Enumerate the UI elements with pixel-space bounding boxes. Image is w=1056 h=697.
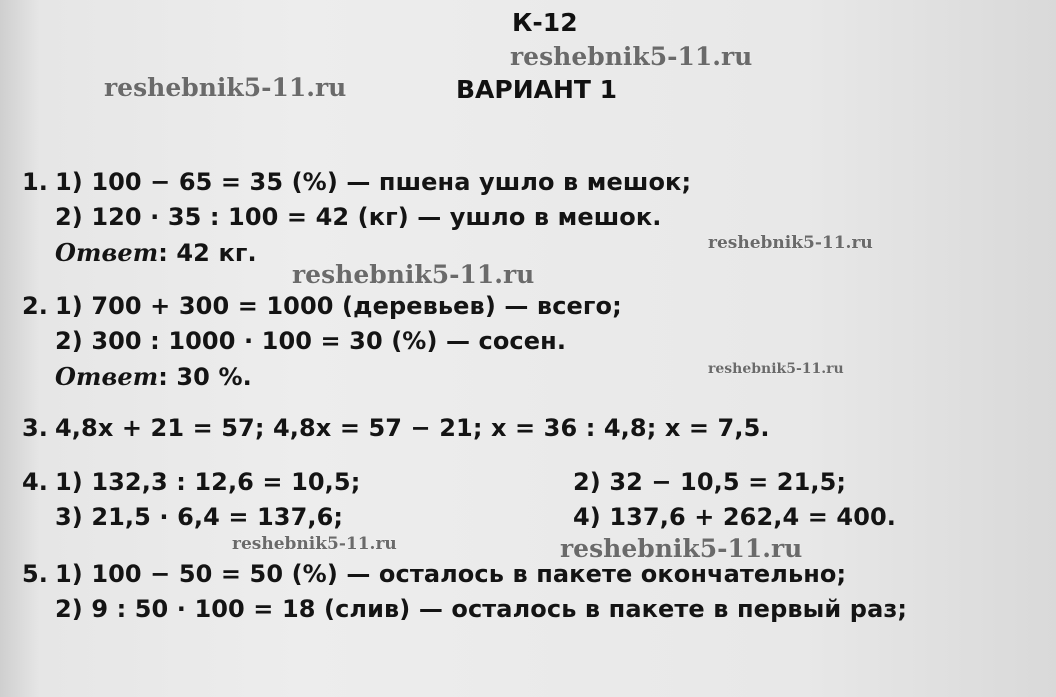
problem-4-step-4: 4) 137,6 + 262,4 = 400. — [573, 503, 897, 531]
problem-5-number: 5. — [22, 560, 49, 588]
problem-4-number: 4. — [22, 468, 49, 496]
bleed-through-text — [900, 10, 907, 34]
problem-2-number: 2. — [22, 292, 49, 320]
problem-3-number: 3. — [22, 414, 49, 442]
problem-1-step-1: 1) 100 − 65 = 35 (%) — пшена ушло в мешок; — [55, 168, 692, 196]
problem-1-answer — [55, 238, 257, 267]
watermark: reshebnik5-11.ru — [292, 260, 535, 289]
answer-value: : 42 кг. — [158, 239, 257, 267]
problem-1-step-2: 2) 120 · 35 : 100 = 42 (кг) — ушло в мешок. — [55, 203, 662, 231]
problem-5-step-1: 1) 100 − 50 = 50 (%) — осталось в пакете окончательно; — [55, 560, 847, 588]
variant-title: ВАРИАНТ 1 — [456, 75, 618, 104]
problem-3-equation: 4,8x + 21 = 57; 4,8x = 57 − 21; x = 36 : 4,8; x = 7,5. — [55, 414, 770, 442]
watermark: reshebnik5-11.ru — [708, 361, 844, 377]
problem-4-step-1: 1) 132,3 : 12,6 = 10,5; — [55, 468, 361, 496]
watermark: reshebnik5-11.ru — [104, 73, 347, 102]
answer-label: Ответ — [55, 362, 159, 391]
answer-value: : 30 %. — [158, 363, 252, 391]
problem-2-step-2: 2) 300 : 1000 · 100 = 30 (%) — сосен. — [55, 327, 567, 355]
problem-2-step-1: 1) 700 + 300 = 1000 (деревьев) — всего; — [55, 292, 622, 320]
watermark: reshebnik5-11.ru — [232, 534, 397, 554]
problem-1-number: 1. — [22, 168, 49, 196]
watermark: reshebnik5-11.ru — [560, 534, 803, 563]
watermark: reshebnik5-11.ru — [708, 233, 873, 253]
page-code: К-12 — [512, 8, 578, 37]
problem-4-step-2: 2) 32 − 10,5 = 21,5; — [573, 468, 847, 496]
answer-label: Ответ — [55, 238, 159, 267]
problem-2-answer — [55, 362, 252, 391]
problem-4-step-3: 3) 21,5 · 6,4 = 137,6; — [55, 503, 344, 531]
watermark: reshebnik5-11.ru — [510, 42, 753, 71]
problem-5-step-2: 2) 9 : 50 · 100 = 18 (слив) — осталось в пакете в первый раз; — [55, 595, 908, 623]
